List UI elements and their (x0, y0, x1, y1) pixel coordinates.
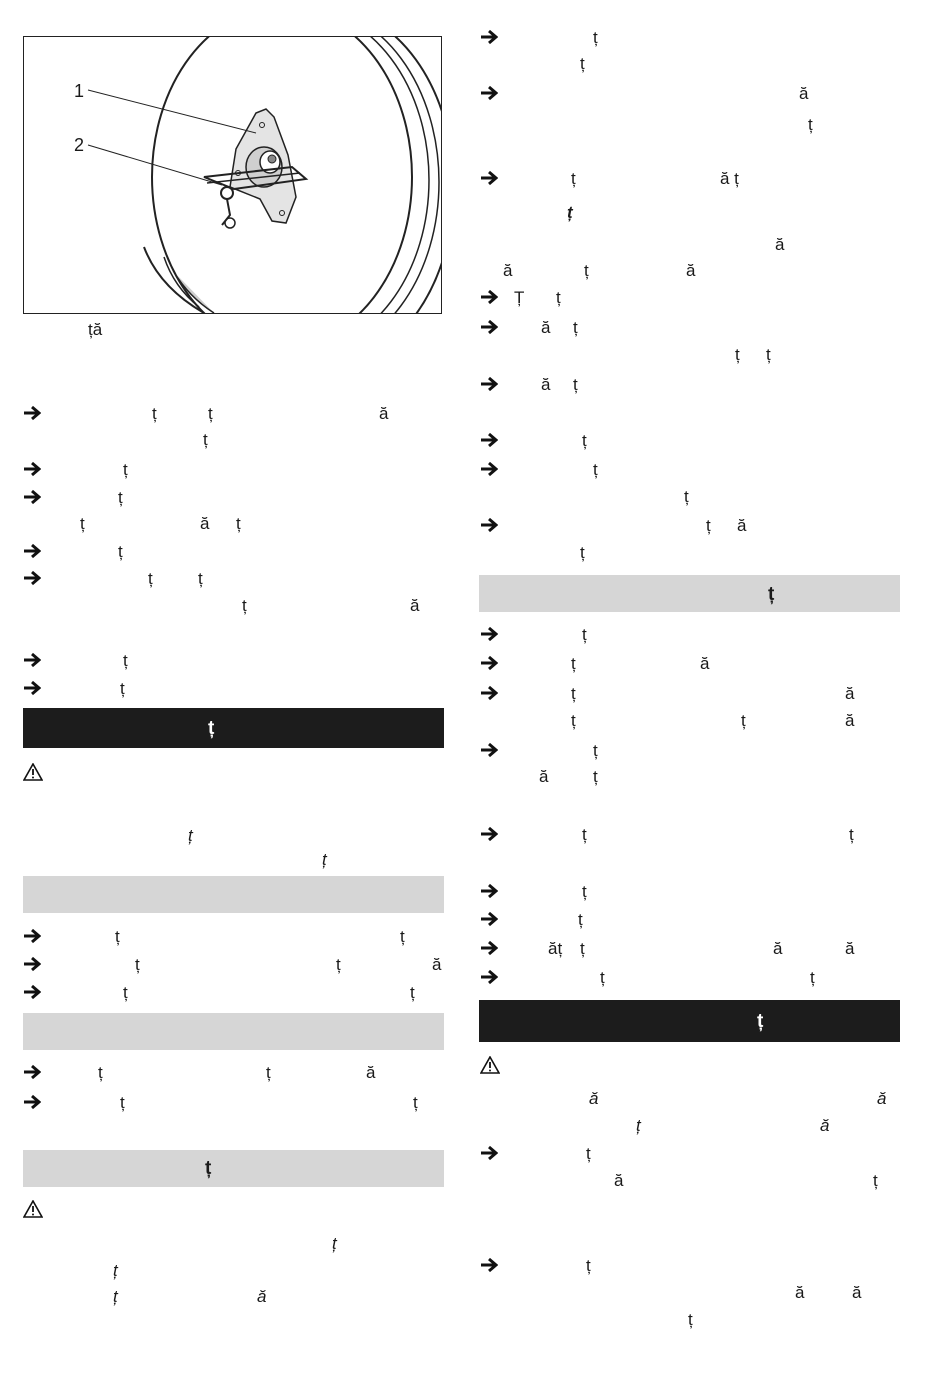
arrow-icon (480, 318, 498, 336)
arrow-icon (480, 84, 498, 102)
text-fragment: Ț (514, 288, 525, 307)
text-fragment: ă (799, 84, 809, 103)
text-fragment: ț (242, 596, 247, 615)
arrow-icon (23, 955, 41, 973)
text-fragment: ț (400, 927, 405, 946)
arrow-icon (23, 927, 41, 945)
text-fragment: ț (580, 939, 585, 958)
text-fragment: ț (567, 203, 573, 222)
section-header-black (23, 708, 444, 748)
arrow-icon (480, 460, 498, 478)
text-fragment: ț (636, 1116, 641, 1135)
arrow-icon (480, 1256, 498, 1274)
text-fragment: ț (322, 850, 327, 869)
arrow-icon (23, 460, 41, 478)
text-fragment: ț (556, 288, 561, 307)
text-fragment: ț (113, 1261, 118, 1280)
text-fragment: ț (118, 488, 123, 507)
text-fragment: ț (148, 569, 153, 588)
text-fragment: ț (593, 767, 598, 786)
text-fragment: ț (582, 882, 587, 901)
text-fragment: ț (849, 825, 854, 844)
text-fragment: ț (571, 711, 576, 730)
arrow-icon (480, 939, 498, 957)
arrow-icon (23, 1063, 41, 1081)
text-fragment: ț (123, 460, 128, 479)
text-fragment: ă (541, 318, 551, 337)
arrow-icon (480, 741, 498, 759)
arrow-icon (480, 882, 498, 900)
callout-2: 2 (74, 135, 85, 155)
text-fragment: ț (135, 955, 140, 974)
text-fragment: ț (766, 345, 771, 364)
text-fragment: ț (584, 261, 589, 280)
arrow-icon (480, 28, 498, 46)
text-fragment: ț (123, 983, 128, 1002)
arrow-icon (23, 488, 41, 506)
text-fragment: ț (98, 1063, 103, 1082)
text-fragment: ă (257, 1287, 267, 1306)
arrow-icon (23, 569, 41, 587)
section-header-label: ț (757, 1011, 764, 1032)
text-fragment: ț (236, 514, 241, 533)
text-fragment: ț (684, 487, 689, 506)
text-fragment: ț (582, 431, 587, 450)
arrow-icon (23, 542, 41, 560)
text-fragment: ț (586, 1144, 591, 1163)
text-fragment: ț (113, 1287, 118, 1306)
text-fragment: ț (203, 430, 208, 449)
text-fragment: ă (539, 767, 549, 786)
text-fragment: ă (686, 261, 696, 280)
text-fragment: ț (198, 569, 203, 588)
text-fragment: ă (503, 261, 513, 280)
text-fragment: ăț (548, 939, 563, 958)
text-fragment: ț (873, 1171, 878, 1190)
section-header-black (479, 1000, 900, 1042)
section-header-label: ț (205, 1158, 212, 1179)
section-header-label: ț (208, 718, 215, 739)
arrow-icon (23, 1093, 41, 1111)
text-fragment: ț (413, 1093, 418, 1112)
text-fragment: ă ț (720, 169, 739, 188)
text-fragment: ă (541, 375, 551, 394)
callout-1: 1 (74, 81, 85, 101)
text-fragment: ă (200, 514, 210, 533)
text-fragment: ț (573, 375, 578, 394)
text-fragment: ă (775, 235, 785, 254)
text-fragment: ă (737, 516, 747, 535)
text-fragment: ă (410, 596, 420, 615)
text-fragment: ț (741, 711, 746, 730)
text-fragment: ă (366, 1063, 376, 1082)
arrow-icon (480, 910, 498, 928)
section-header-gray (479, 575, 900, 612)
arrow-icon (480, 684, 498, 702)
warning-icon (23, 763, 43, 781)
text-fragment: ă (773, 939, 783, 958)
arrow-icon (480, 1144, 498, 1162)
text-fragment: ț (593, 28, 598, 47)
arrow-icon (480, 375, 498, 393)
text-fragment: ă (845, 939, 855, 958)
text-fragment: ț (336, 955, 341, 974)
arrow-icon (23, 983, 41, 1001)
arrow-icon (23, 679, 41, 697)
text-fragment: ț (688, 1310, 693, 1329)
text-fragment: ț (266, 1063, 271, 1082)
text-fragment: ț (118, 542, 123, 561)
text-fragment: ț (115, 927, 120, 946)
text-fragment: ț (808, 115, 813, 134)
text-fragment: ț (582, 825, 587, 844)
arrow-icon (23, 404, 41, 422)
cable-reel-figure (23, 36, 442, 314)
arrow-icon (23, 651, 41, 669)
text-fragment: ț (593, 460, 598, 479)
text-fragment: ț (332, 1234, 337, 1253)
arrow-icon (480, 654, 498, 672)
text-fragment: ă (845, 684, 855, 703)
section-header-gray (23, 1013, 444, 1050)
text-fragment: ă (700, 654, 710, 673)
text-fragment: ț (80, 514, 85, 533)
text-fragment: ț (580, 543, 585, 562)
section-header-label: ț (768, 584, 775, 605)
arrow-icon (480, 288, 498, 306)
text-fragment: ț (573, 318, 578, 337)
text-fragment: ă (845, 711, 855, 730)
text-fragment: ț (410, 983, 415, 1002)
text-fragment: ț (582, 625, 587, 644)
text-fragment: ț (810, 968, 815, 987)
text-fragment: ă (432, 955, 442, 974)
section-header-gray (23, 876, 444, 913)
text-fragment: ț (120, 1093, 125, 1112)
text-fragment: ț (188, 826, 193, 845)
arrow-icon (480, 825, 498, 843)
text-fragment: ț (735, 345, 740, 364)
text-fragment: ț (571, 169, 576, 188)
text-fragment: ț (123, 651, 128, 670)
arrow-icon (480, 431, 498, 449)
text-fragment: ț (593, 741, 598, 760)
arrow-icon (480, 516, 498, 534)
text-fragment: ț (120, 679, 125, 698)
warning-icon (23, 1200, 43, 1218)
text-fragment: ț (578, 910, 583, 929)
text-fragment: ă (379, 404, 389, 423)
text-fragment: ă (795, 1283, 805, 1302)
text-fragment: ă (877, 1089, 887, 1108)
text-fragment: ț (706, 516, 711, 535)
text-fragment: ț (208, 404, 213, 423)
figure-caption: ță (88, 320, 103, 339)
warning-icon (480, 1056, 500, 1074)
section-header-gray (23, 1150, 444, 1187)
text-fragment: ă (852, 1283, 862, 1302)
text-fragment: ț (600, 968, 605, 987)
text-fragment: ă (589, 1089, 599, 1108)
text-fragment: ă (614, 1171, 624, 1190)
text-fragment: ț (586, 1256, 591, 1275)
cable-reel-drawing (24, 37, 441, 313)
text-fragment: ă (820, 1116, 830, 1135)
text-fragment: ț (152, 404, 157, 423)
text-fragment: ț (571, 684, 576, 703)
arrow-icon (480, 625, 498, 643)
text-fragment: ț (580, 54, 585, 73)
arrow-icon (480, 169, 498, 187)
text-fragment: ț (571, 654, 576, 673)
arrow-icon (480, 968, 498, 986)
